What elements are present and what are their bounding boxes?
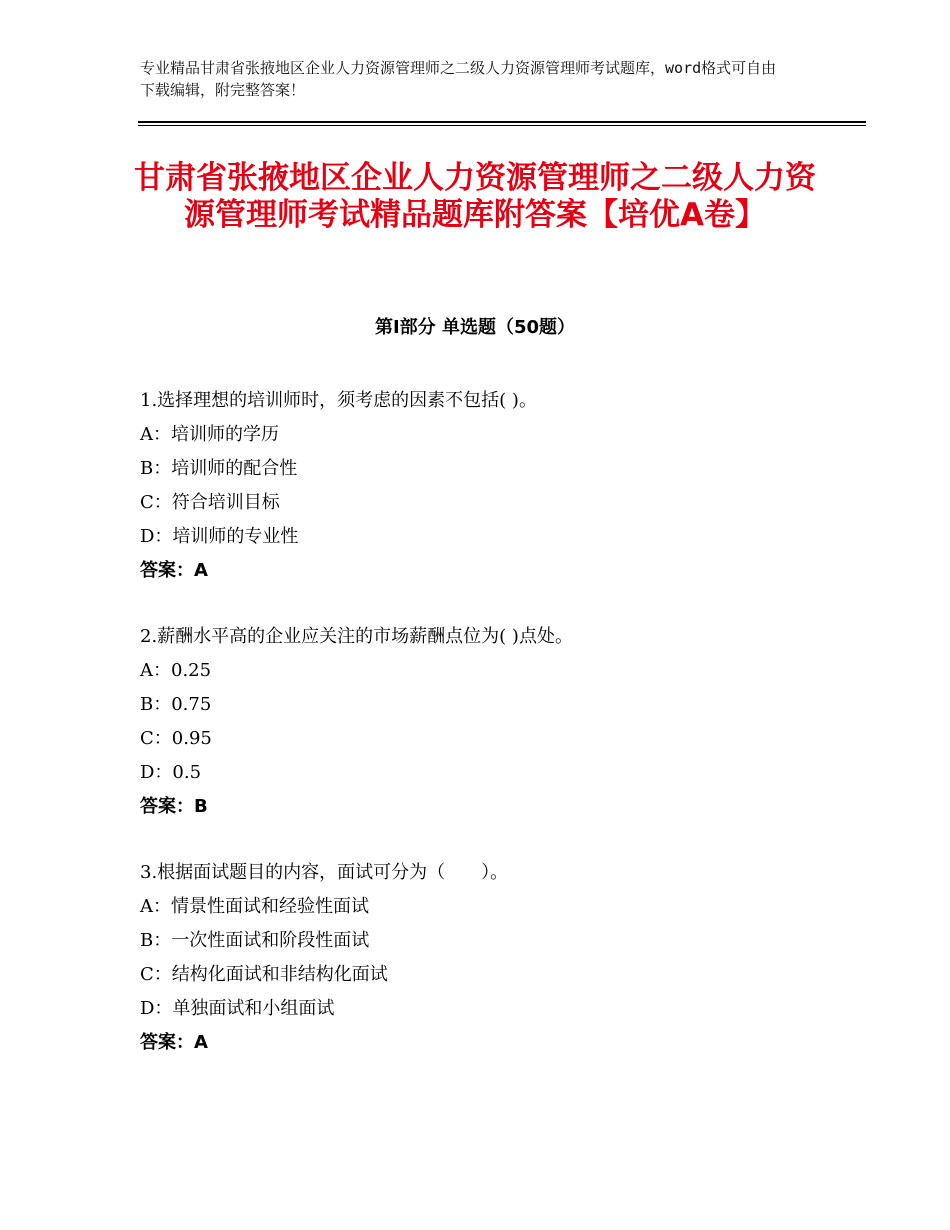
header-divider-thick bbox=[138, 121, 866, 123]
option-c: C：结构化面试和非结构化面试 bbox=[140, 964, 388, 985]
question-item bbox=[140, 620, 840, 824]
option-d: D：培训师的专业性 bbox=[140, 526, 299, 547]
question-stem: 3.根据面试题目的内容，面试可分为（ ）。 bbox=[140, 862, 509, 883]
option-b: B：0.75 bbox=[140, 694, 212, 715]
section-heading: 第Ⅰ部分 单选题（50题） bbox=[374, 317, 575, 338]
header-note: 专业精品甘肃省张掖地区企业人力资源管理师之二级人力资源管理师考试题库，word格式可自由下载编辑，附完整答案！ bbox=[140, 59, 777, 99]
question-list bbox=[140, 384, 840, 1092]
option-a: A：0.25 bbox=[140, 660, 212, 681]
answer-label: 答案：A bbox=[140, 560, 208, 581]
question-stem: 1.选择理想的培训师时，须考虑的因素不包括( )。 bbox=[140, 390, 537, 411]
answer-label: 答案：A bbox=[140, 1032, 208, 1053]
header-divider-thin bbox=[138, 125, 866, 126]
answer-label: 答案：B bbox=[140, 796, 208, 817]
option-b: B：一次性面试和阶段性面试 bbox=[140, 930, 370, 951]
option-d: D：单独面试和小组面试 bbox=[140, 998, 335, 1019]
option-b: B：培训师的配合性 bbox=[140, 458, 298, 479]
question-stem: 2.薪酬水平高的企业应关注的市场薪酬点位为( )点处。 bbox=[140, 626, 573, 647]
option-d: D：0.5 bbox=[140, 762, 202, 783]
document-title: 甘肃省张掖地区企业人力资源管理师之二级人力资源管理师考试精品题库附答案【培优A卷】 bbox=[134, 160, 816, 233]
option-c: C：符合培训目标 bbox=[140, 492, 280, 513]
option-a: A：培训师的学历 bbox=[140, 424, 279, 445]
option-c: C：0.95 bbox=[140, 728, 212, 749]
option-a: A：情景性面试和经验性面试 bbox=[140, 896, 369, 917]
question-item bbox=[140, 384, 840, 588]
question-item bbox=[140, 856, 840, 1060]
